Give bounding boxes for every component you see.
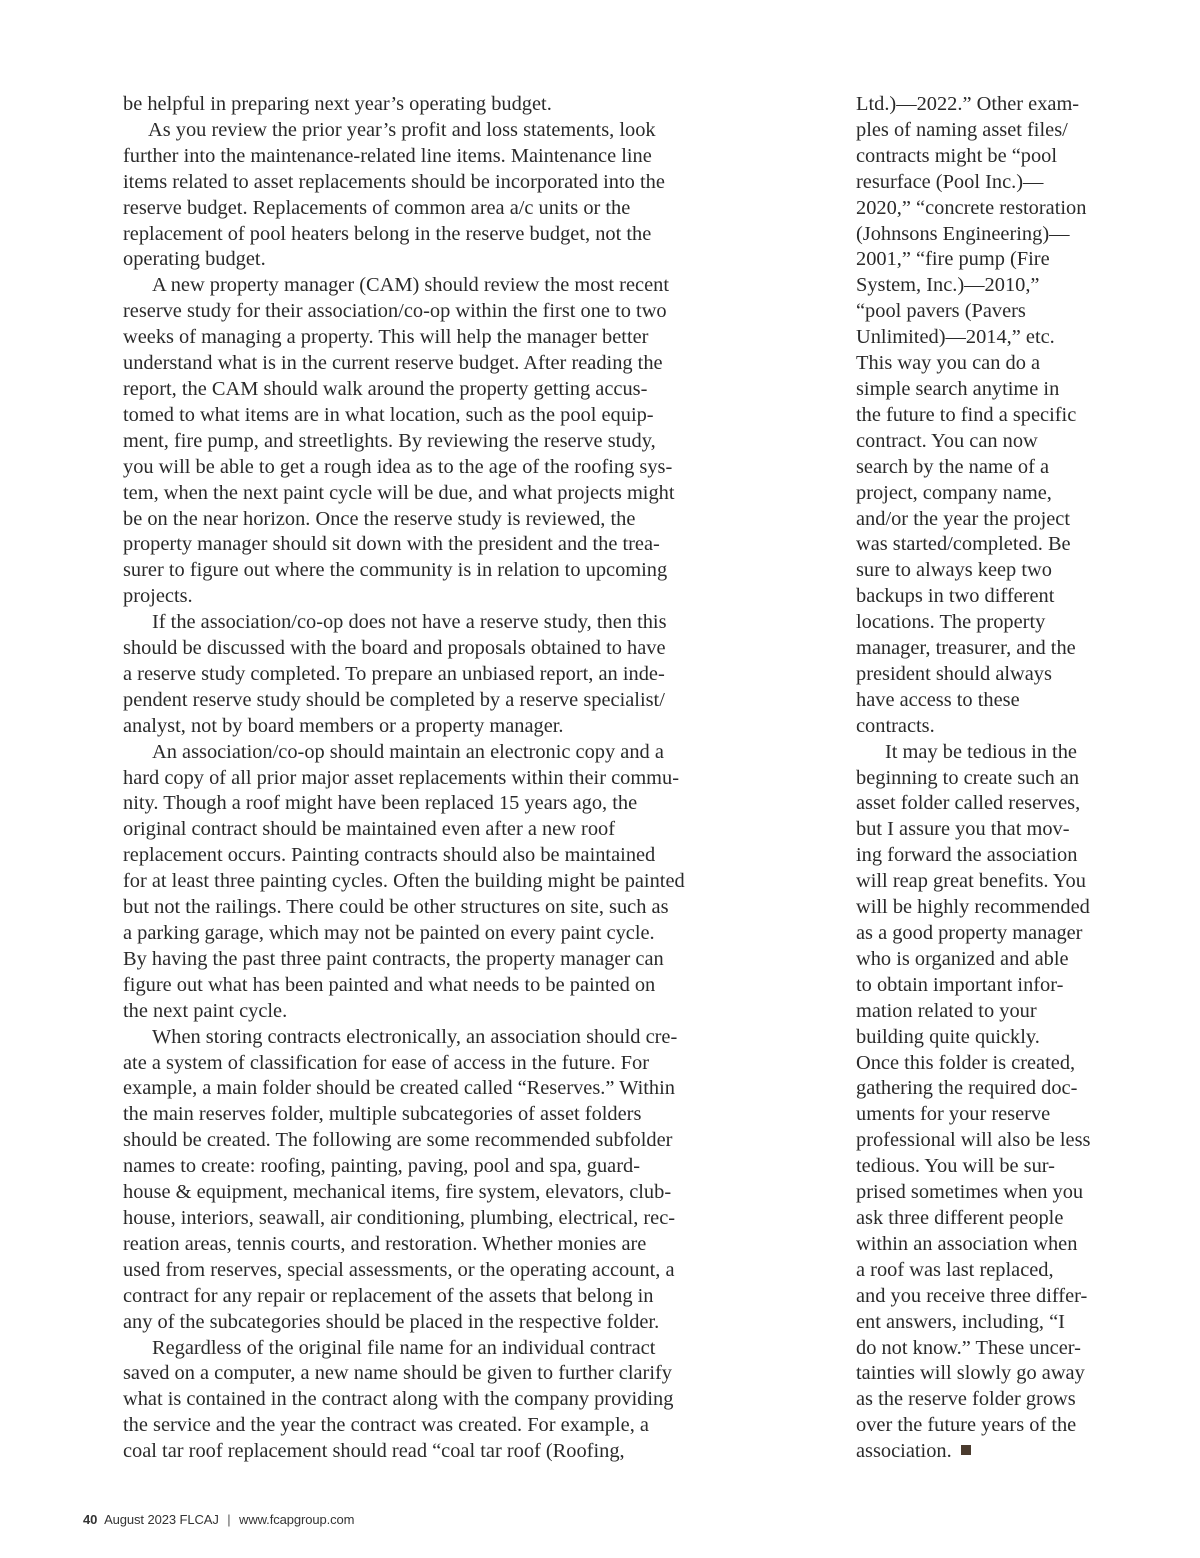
text-line: [856, 1232, 1118, 1258]
text-line-content: Ltd.)—2022.” Other exam-: [856, 93, 1080, 115]
text-line-content: weeks of managing a property. This will help the manager better: [123, 326, 649, 349]
text-line: [856, 1336, 1118, 1362]
text-line: [856, 273, 1118, 299]
text-line-content: tem, when the next paint cycle will be due, and what projects might: [123, 481, 675, 504]
text-line-content: Once this folder is created,: [856, 1051, 1076, 1074]
footer-separator: |: [227, 1512, 231, 1527]
text-line: [123, 273, 763, 299]
text-line: [123, 429, 763, 455]
text-line-content: but I assure you that mov-: [856, 818, 1070, 841]
text-line-content: report, the CAM should walk around the property getting accus-: [123, 377, 648, 400]
text-line: [123, 1128, 763, 1154]
text-line-content: pendent reserve study should be completed by a reserve specialist/: [123, 688, 665, 711]
text-line: [856, 714, 1118, 740]
text-line: [123, 1076, 763, 1102]
text-line: [123, 895, 763, 921]
text-line: [123, 817, 763, 843]
text-line: [856, 610, 1118, 636]
text-line-content: A new property manager (CAM) should review the most recent: [152, 274, 669, 297]
text-line-content: who is organized and able: [856, 947, 1069, 970]
text-line: [856, 1387, 1118, 1413]
text-line: [856, 455, 1118, 481]
text-line: [856, 1025, 1118, 1051]
text-line-content: ment, fire pump, and streetlights. By reviewing the reserve study,: [123, 429, 656, 452]
text-line-content: the next paint cycle.: [123, 999, 288, 1022]
text-line-content: a reserve study completed. To prepare an unbiased report, an inde-: [123, 662, 665, 685]
text-line-content: ples of naming asset files/: [856, 118, 1068, 141]
text-line-content: manager, treasurer, and the: [856, 637, 1076, 660]
text-line: [856, 688, 1118, 714]
text-line: [856, 247, 1118, 273]
text-line-content: used from reserves, special assessments, or the operating account, a: [123, 1258, 675, 1281]
page-number: 40: [83, 1512, 98, 1527]
text-line-content: items related to asset replacements should be incorporated into the: [123, 170, 665, 193]
text-line: [856, 999, 1118, 1025]
text-line-content: but not the railings. There could be other structures on site, such as: [123, 896, 669, 919]
text-line: [123, 1387, 763, 1413]
text-line-content: association.: [856, 1440, 952, 1463]
text-line: [123, 1336, 763, 1362]
text-line-content: gathering the required doc-: [856, 1077, 1078, 1100]
text-line-content: (Johnsons Engineering)—: [856, 222, 1070, 245]
text-line-content: tomed to what items are in what location, such as the pool equip-: [123, 403, 654, 426]
text-line: [856, 403, 1118, 429]
text-line-content: over the future years of the: [856, 1414, 1077, 1437]
text-line-content: as a good property manager: [856, 922, 1083, 944]
text-line-content: a parking garage, which may not be painted on every paint cycle.: [123, 922, 655, 944]
text-line-content: contract. You can now: [856, 429, 1038, 452]
text-line: [856, 170, 1118, 196]
text-line-content: understand what is in the current reserve budget. After reading the: [123, 352, 663, 375]
text-line-content: System, Inc.)—2010,”: [856, 274, 1040, 297]
text-line: [123, 532, 763, 558]
text-line-content: contract for any repair or replacement of the assets that belong in: [123, 1284, 654, 1307]
text-line: [856, 1361, 1118, 1387]
text-line-content: further into the maintenance-related line items. Maintenance line: [123, 144, 652, 167]
text-line-content: asset folder called reserves,: [856, 792, 1081, 815]
text-line: [856, 740, 1118, 766]
text-line-content: any of the subcategories should be placed in the respective folder.: [123, 1310, 660, 1333]
text-line-content: saved on a computer, a new name should be given to further clarify: [123, 1362, 672, 1385]
text-line-content: replacement of pool heaters belong in the reserve budget, not the: [123, 222, 652, 245]
text-line: [123, 351, 763, 377]
text-line-content: president should always: [856, 662, 1052, 685]
text-line: [123, 170, 763, 196]
text-line-content: reserve budget. Replacements of common area a/c units or the: [123, 196, 631, 219]
text-line: [856, 766, 1118, 792]
text-line: [123, 662, 763, 688]
text-line: [856, 1128, 1118, 1154]
text-line-content: the service and the year the contract was created. For example, a: [123, 1414, 649, 1437]
text-line: [123, 403, 763, 429]
text-line: [123, 1258, 763, 1284]
text-line: [856, 1180, 1118, 1206]
text-line-content: beginning to create such an: [856, 766, 1080, 789]
text-line: [856, 662, 1118, 688]
text-line: [123, 947, 763, 973]
text-line-content: resurface (Pool Inc.)—: [856, 170, 1044, 193]
text-line-content: should be created. The following are some recommended subfolder: [123, 1129, 673, 1152]
text-line: [856, 843, 1118, 869]
text-line: [123, 869, 763, 895]
text-line: [123, 714, 763, 740]
text-line-content: tedious. You will be sur-: [856, 1155, 1055, 1178]
text-line-content: If the association/co-op does not have a reserve study, then this: [152, 611, 667, 634]
text-line-content: tainties will slowly go away: [856, 1362, 1085, 1385]
text-line: [123, 1206, 763, 1232]
text-line-content: Regardless of the original file name for an individual contract: [152, 1336, 656, 1359]
text-line: [856, 791, 1118, 817]
text-line: [123, 999, 763, 1025]
text-line: [123, 507, 763, 533]
text-line: [856, 325, 1118, 351]
text-line-content: names to create: roofing, painting, paving, pool and spa, guard-: [123, 1155, 640, 1178]
text-line: [856, 507, 1118, 533]
text-line-content: the future to find a specific: [856, 403, 1077, 426]
text-line-content: will be highly recommended: [856, 896, 1090, 919]
text-line-content: building quite quickly.: [856, 1025, 1040, 1048]
text-line: [123, 688, 763, 714]
text-line-content: backups in two different: [856, 585, 1055, 608]
text-line: [856, 1051, 1118, 1077]
text-line: [856, 895, 1118, 921]
issue-date: August 2023: [104, 1512, 176, 1527]
text-line-content: mation related to your: [856, 999, 1037, 1022]
text-line: [123, 921, 763, 947]
text-line-content: have access to these: [856, 688, 1020, 711]
text-line-content: contracts might be “pool: [856, 144, 1058, 167]
text-line: [123, 610, 763, 636]
text-line: [856, 1310, 1118, 1336]
text-line: [123, 1439, 763, 1465]
text-line: [123, 377, 763, 403]
text-line-content: projects.: [123, 585, 193, 608]
text-line: [856, 222, 1118, 248]
text-line-content: nity. Though a roof might have been replaced 15 years ago, the: [123, 792, 638, 815]
text-line-content: analyst, not by board members or a property manager.: [123, 714, 564, 737]
text-line: [123, 1154, 763, 1180]
text-line-content: 2001,” “fire pump (Fire: [856, 248, 1050, 271]
text-line-content: ent answers, including, “I: [856, 1310, 1065, 1333]
text-line: [856, 1154, 1118, 1180]
text-line: [123, 843, 763, 869]
text-line-content: was started/completed. Be: [856, 533, 1071, 556]
text-line: [123, 299, 763, 325]
text-line-content: reation areas, tennis courts, and restoration. Whether monies are: [123, 1232, 647, 1255]
text-line: [856, 817, 1118, 843]
text-line-content: what is contained in the contract along with the company providing: [123, 1388, 674, 1411]
text-line: [123, 118, 763, 144]
text-line-content: By having the past three paint contracts, the property manager can: [123, 947, 664, 970]
text-line-content: professional will also be less: [856, 1129, 1091, 1152]
text-line-content: This way you can do a: [856, 352, 1041, 375]
text-line: [123, 247, 763, 273]
text-line: [123, 1413, 763, 1439]
text-line: [856, 636, 1118, 662]
text-line: [856, 1258, 1118, 1284]
text-line-content: be on the near horizon. Once the reserve study is reviewed, the: [123, 507, 636, 530]
text-line-content: and/or the year the project: [856, 507, 1071, 530]
text-line-content: coal tar roof replacement should read “coal tar roof (Roofing,: [123, 1440, 625, 1463]
publication-name: FLCAJ: [179, 1512, 219, 1527]
text-line-content: reserve study for their association/co-op within the first one to two: [123, 300, 667, 323]
text-line-content: sure to always keep two: [856, 559, 1052, 582]
text-line: [856, 481, 1118, 507]
text-line: [123, 766, 763, 792]
text-line-content: When storing contracts electronically, an association should cre-: [152, 1025, 678, 1048]
text-line-content: Unlimited)—2014,” etc.: [856, 326, 1055, 349]
text-line: [123, 740, 763, 766]
text-line-content: operating budget.: [123, 248, 266, 271]
text-line-content: house & equipment, mechanical items, fire system, elevators, club-: [123, 1181, 672, 1204]
text-line-content: replacement occurs. Painting contracts should also be maintained: [123, 844, 656, 867]
text-line-content: be helpful in preparing next year’s operating budget.: [123, 93, 552, 115]
text-line-content: should be discussed with the board and proposals obtained to have: [123, 637, 666, 660]
text-line: [123, 973, 763, 999]
text-line-content: prised sometimes when you: [856, 1181, 1084, 1204]
text-line: [856, 351, 1118, 377]
text-line: [123, 1180, 763, 1206]
text-line: [856, 1413, 1118, 1439]
text-line-content: property manager should sit down with the president and the trea-: [123, 533, 660, 556]
text-line-content: a roof was last replaced,: [856, 1258, 1054, 1281]
text-line: [856, 429, 1118, 455]
text-line-content: “pool pavers (Pavers: [856, 300, 1026, 323]
text-line-content: An association/co-op should maintain an electronic copy and a: [152, 740, 664, 763]
text-line-content: for at least three painting cycles. Often the building might be painted: [123, 870, 685, 893]
text-line: [123, 791, 763, 817]
text-line-content: house, interiors, seawall, air conditioning, plumbing, electrical, rec-: [123, 1206, 676, 1229]
text-line: [123, 144, 763, 170]
text-line-content: 2020,” “concrete restoration: [856, 196, 1087, 219]
text-line: [123, 584, 763, 610]
text-line-content: and you receive three differ-: [856, 1284, 1088, 1307]
main-text-column: [123, 92, 763, 1465]
text-line-content: the main reserves folder, multiple subcategories of asset folders: [123, 1103, 642, 1126]
text-line-content: example, a main folder should be created called “Reserves.” Within: [123, 1077, 675, 1100]
text-line-content: within an association when: [856, 1232, 1078, 1255]
text-line-content: simple search anytime in: [856, 377, 1060, 400]
text-line-content: project, company name,: [856, 481, 1052, 504]
text-line: [856, 558, 1118, 584]
text-line: [856, 92, 1118, 118]
text-line: [123, 325, 763, 351]
text-line: [856, 118, 1118, 144]
text-line: [123, 1232, 763, 1258]
text-line: [856, 1102, 1118, 1128]
text-line-content: contracts.: [856, 714, 935, 737]
text-line: [856, 144, 1118, 170]
text-line: [123, 455, 763, 481]
text-line: [123, 1284, 763, 1310]
text-line: [856, 921, 1118, 947]
text-line-content: will reap great benefits. You: [856, 870, 1086, 893]
text-line: [123, 481, 763, 507]
text-line: [856, 973, 1118, 999]
text-line: [856, 584, 1118, 610]
text-line-content: hard copy of all prior major asset replacements within their commu-: [123, 766, 680, 789]
text-line: [856, 1284, 1118, 1310]
text-line: [856, 196, 1118, 222]
text-line: [123, 92, 763, 118]
text-line: [123, 1310, 763, 1336]
text-line: [856, 299, 1118, 325]
side-text-column: [856, 92, 1118, 1465]
text-line-content: do not know.” These uncer-: [856, 1336, 1081, 1359]
text-line: [856, 869, 1118, 895]
end-of-article-square-icon: [961, 1445, 971, 1455]
text-line-content: figure out what has been painted and what needs to be painted on: [123, 973, 656, 996]
text-line: [856, 1439, 1118, 1465]
text-line: [123, 1025, 763, 1051]
text-line-content: ing forward the association: [856, 844, 1078, 867]
text-line-content: As you review the prior year’s profit and loss statements, look: [148, 118, 656, 141]
website-link[interactable]: www.fcapgroup.com: [239, 1512, 355, 1527]
text-line: [856, 947, 1118, 973]
text-line: [856, 1076, 1118, 1102]
text-line: [123, 1102, 763, 1128]
text-line-content: surer to figure out where the community is in relation to upcoming: [123, 559, 668, 582]
text-line-content: uments for your reserve: [856, 1103, 1051, 1126]
text-line-content: ask three different people: [856, 1206, 1064, 1229]
text-line-content: original contract should be maintained even after a new roof: [123, 818, 616, 841]
text-line-content: as the reserve folder grows: [856, 1388, 1076, 1411]
text-line-content: to obtain important infor-: [856, 973, 1064, 996]
text-line-content: ate a system of classification for ease of access in the future. For: [123, 1051, 649, 1074]
page-footer: [83, 1512, 354, 1527]
text-line-content: It may be tedious in the: [885, 740, 1077, 763]
text-line: [123, 196, 763, 222]
text-line-content: search by the name of a: [856, 455, 1050, 478]
text-line: [123, 558, 763, 584]
text-line-content: locations. The property: [856, 611, 1046, 634]
text-line: [123, 222, 763, 248]
text-line: [123, 636, 763, 662]
text-line: [856, 1206, 1118, 1232]
text-line: [123, 1051, 763, 1077]
text-line: [856, 532, 1118, 558]
text-line: [856, 377, 1118, 403]
text-line: [123, 1361, 763, 1387]
text-line-content: you will be able to get a rough idea as to the age of the roofing sys-: [123, 455, 673, 478]
